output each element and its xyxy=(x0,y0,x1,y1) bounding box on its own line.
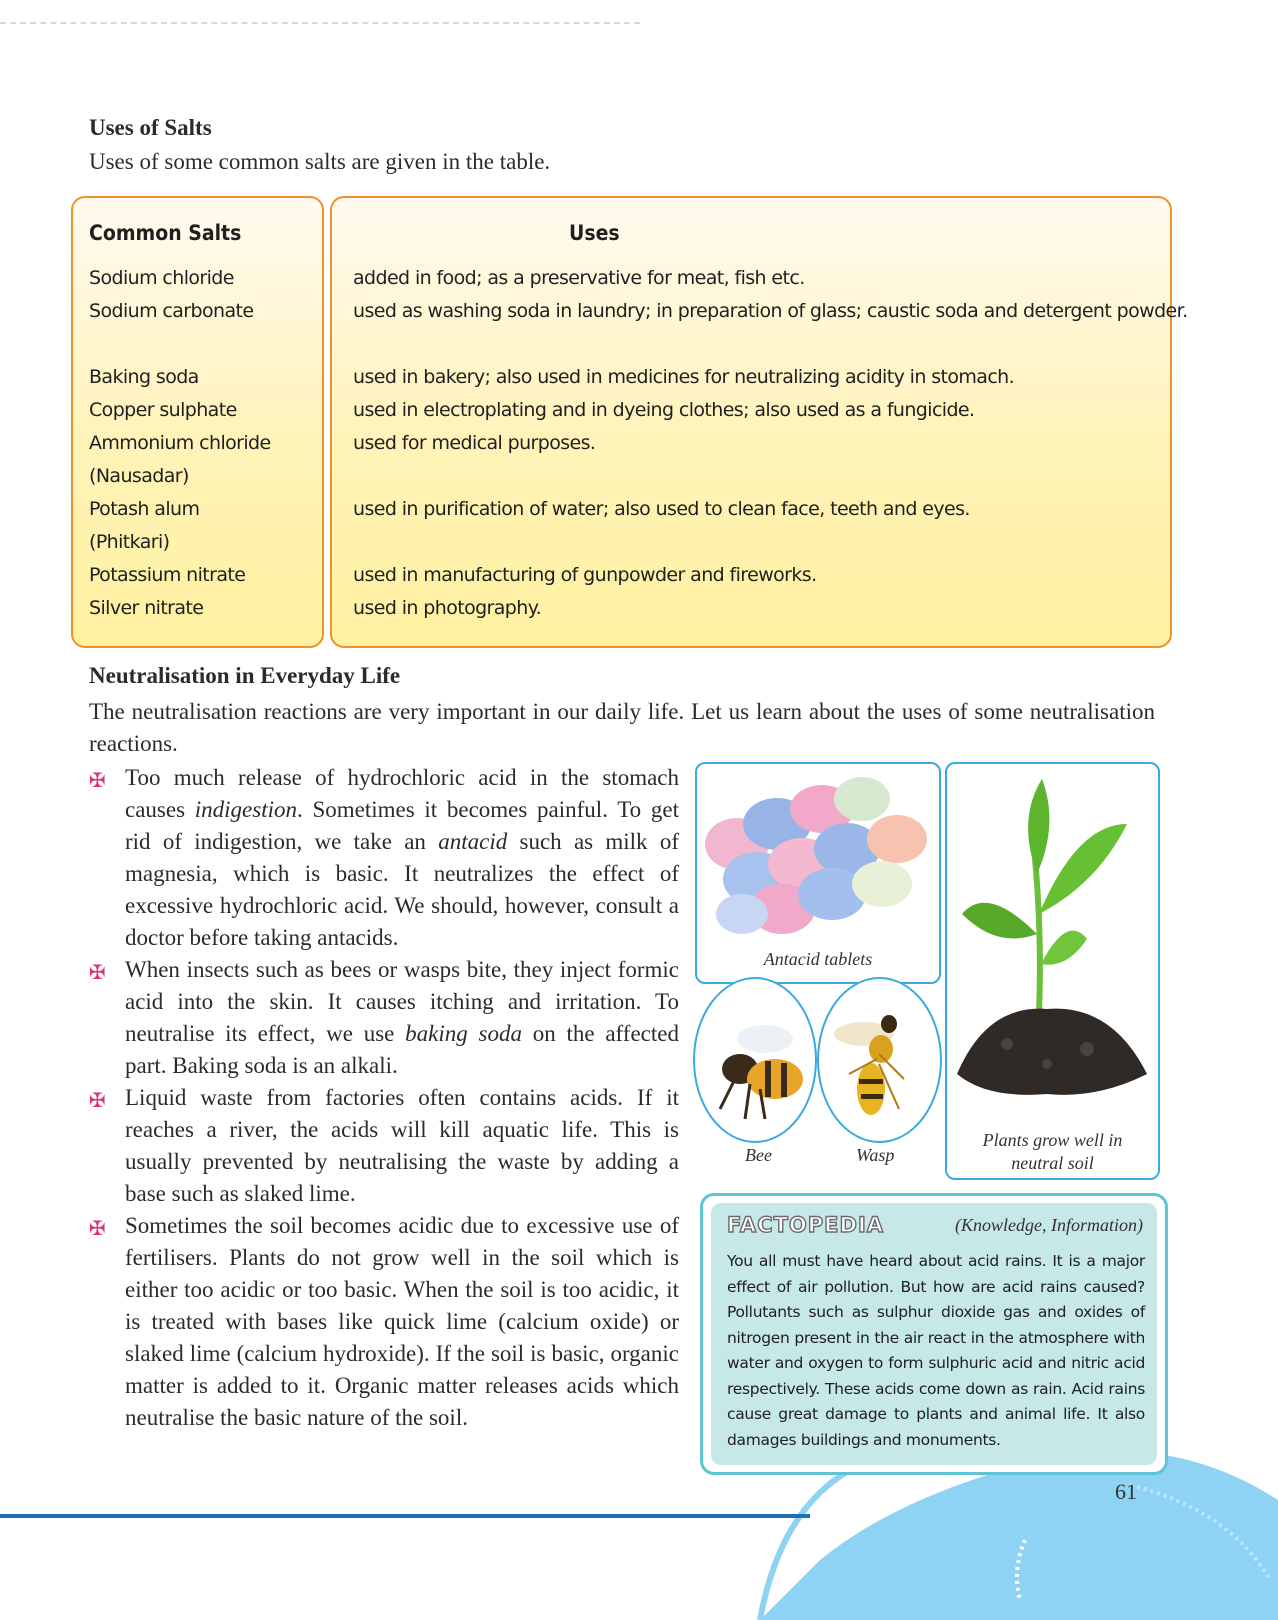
bee-illustration xyxy=(695,979,815,1141)
uses-of-salts-heading: Uses of Salts xyxy=(89,115,212,140)
table-header-uses: Uses xyxy=(569,221,620,245)
factopedia-text: You all must have heard about acid rains. It is a major effect of air pollution. But how are acid rains caused? Pollutants such as sulphur dioxide gas and oxides of nitrogen present in the air react in the atmosphere with water and oxygen to form sulphuric acid and nitric acid respectively. These acids come down as rain. Acid rains cause great damage to plants and animal life. It also damages buildings and monuments. xyxy=(727,1252,1145,1449)
list-item: ✠ Liquid waste from factories often contains acids. If it reaches a river, the acids will kill aquatic life. This is usually prevented by neutralising the waste by adding a base such as slaked lime. xyxy=(89,1085,679,1206)
salt-alt-name: (Phitkari) xyxy=(89,531,170,553)
factopedia-box xyxy=(700,1193,1168,1475)
plant-seedling-illustration xyxy=(947,764,1158,1104)
bee-image-oval xyxy=(693,977,817,1143)
salt-use: used in photography. xyxy=(353,597,542,619)
salt-name: Copper sulphate xyxy=(89,399,237,421)
list-item: ✠ Sometimes the soil becomes acidic due to excessive use of fertilisers. Plants do not grow well in the soil which is either too acidic or too basic. When the soil is too acidic, it is treated with bases like quick lime (calcium oxide) or slaked lime (calcium hydroxide). If the soil is basic, organic matter is added to it. Organic matter releases acids which neutralise the basic nature of the soil. xyxy=(89,1213,679,1430)
salt-use: used in purification of water; also used to clean face, teeth and eyes. xyxy=(353,498,970,520)
wasp-illustration xyxy=(819,979,940,1141)
salt-alt-name: (Nausadar) xyxy=(89,465,189,487)
bullet-icon: ✠ xyxy=(89,1088,106,1112)
wasp-caption: Wasp xyxy=(856,1145,895,1165)
salt-use: used for medical purposes. xyxy=(353,432,596,454)
factopedia-title: FACTOPEDIA xyxy=(727,1213,885,1237)
plant-caption-line2: neutral soil xyxy=(1011,1153,1094,1173)
salt-use: added in food; as a preservative for meat, fish etc. xyxy=(353,267,805,289)
bee-caption: Bee xyxy=(745,1145,772,1165)
salt-name: Ammonium chloride xyxy=(89,432,271,454)
salt-use: used in electroplating and in dyeing clothes; also used as a fungicide. xyxy=(353,399,975,421)
uses-of-salts-intro: Uses of some common salts are given in the table. xyxy=(89,149,551,174)
salt-use: used in manufacturing of gunpowder and fireworks. xyxy=(353,564,817,586)
plant-image-frame xyxy=(945,762,1160,1180)
bullet-icon: ✠ xyxy=(89,1216,106,1240)
salt-name: Potash alum xyxy=(89,498,200,520)
wasp-image-oval xyxy=(817,977,942,1143)
factopedia-panel xyxy=(711,1203,1157,1465)
neutralisation-intro: The neutralisation reactions are very important in our daily life. Let us learn about the uses of some neutralisation reactions. xyxy=(89,699,1155,756)
bullet-icon: ✠ xyxy=(89,960,106,984)
table-header-salts: Common Salts xyxy=(89,221,242,245)
bottom-rule xyxy=(0,1514,810,1518)
antacid-image-frame xyxy=(695,762,941,984)
antacid-caption: Antacid tablets xyxy=(763,949,873,969)
plant-caption-line1: Plants grow well in xyxy=(982,1130,1123,1150)
neutralisation-heading: Neutralisation in Everyday Life xyxy=(89,663,401,688)
list-item: ✠ Too much release of hydrochloric acid in the stomach causes indigestion. Sometimes it becomes painful. To get rid of indigestion, we take an antacid such as milk of magnesia, which is basic. It neutralizes the effect of excessive hydrochloric acid. We should, however, consult a doctor before taking antacids. xyxy=(89,765,679,950)
page-number: 61 xyxy=(1115,1479,1137,1504)
factopedia-subtitle: (Knowledge, Information) xyxy=(955,1215,1143,1235)
neutralisation-bullets xyxy=(89,762,679,1434)
salt-name: Sodium chloride xyxy=(89,267,234,289)
list-item: ✠ When insects such as bees or wasps bite, they inject formic acid into the skin. It causes itching and irritation. To neutralise its effect, we use baking soda on the affected part. Baking soda is an alkali. xyxy=(89,957,679,1078)
salt-name: Silver nitrate xyxy=(89,597,204,619)
salt-name: Potassium nitrate xyxy=(89,564,246,586)
bullet-icon: ✠ xyxy=(89,768,106,792)
salt-name: Baking soda xyxy=(89,366,199,388)
salt-use: used in bakery; also used in medicines for neutralizing acidity in stomach. xyxy=(353,366,1015,388)
salt-name: Sodium carbonate xyxy=(89,300,254,322)
salt-use: used as washing soda in laundry; in preparation of glass; caustic soda and detergent powder. xyxy=(353,300,1188,322)
